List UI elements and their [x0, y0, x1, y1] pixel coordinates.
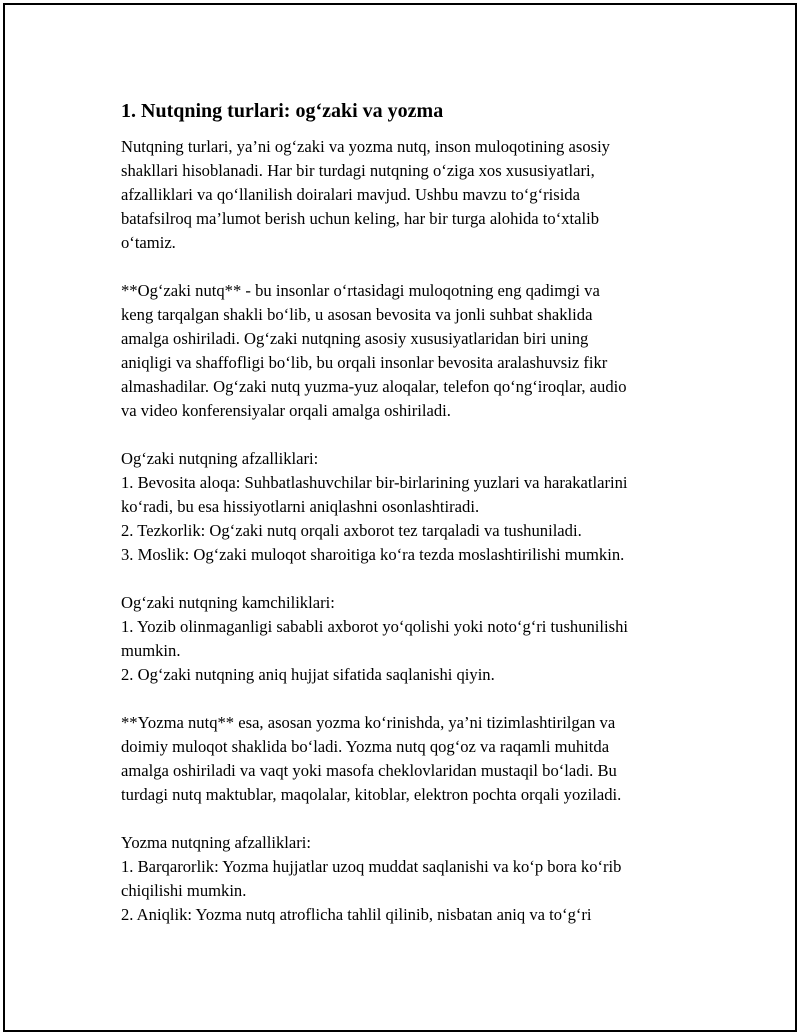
list-heading: Yozma nutqning afzalliklari:: [121, 833, 312, 852]
text-line: shakllari hisoblanadi. Har bir turdagi nutqning o‘ziga xos xususiyatlari,: [121, 161, 595, 180]
text-line: Nutqning turlari, ya’ni og‘zaki va yozma nutq, inson muloqotining asosiy: [121, 137, 610, 156]
oral-disadvantages-list: [121, 591, 691, 687]
text-line: amalga oshiriladi va vaqt yoki masofa cheklovlaridan mustaqil bo‘ladi. Bu: [121, 761, 617, 780]
text-line: amalga oshiriladi. Og‘zaki nutqning asosiy xususiyatlaridan biri uning: [121, 329, 589, 348]
text-line: va video konferensiyalar orqali amalga oshiriladi.: [121, 401, 451, 420]
list-item: mumkin.: [121, 641, 181, 660]
list-item: 3. Moslik: Og‘zaki muloqot sharoitiga ko‘ra tezda moslashtirilishi mumkin.: [121, 545, 625, 564]
text-line: afzalliklari va qo‘llanilish doiralari mavjud. Ushbu mavzu to‘g‘risida: [121, 185, 580, 204]
list-item: 1. Yozib olinmaganligi sababli axborot yo‘qolishi yoki noto‘g‘ri tushunilishi: [121, 617, 629, 636]
oral-speech-paragraph: [121, 279, 691, 423]
oral-advantages-list: [121, 447, 691, 567]
list-item: 2. Tezkorlik: Og‘zaki nutq orqali axborot tez tarqaladi va tushuniladi.: [121, 521, 582, 540]
text-line: turdagi nutq maktublar, maqolalar, kitoblar, elektron pochta orqali yoziladi.: [121, 785, 622, 804]
written-advantages-list: [121, 831, 691, 927]
list-item: 1. Barqarorlik: Yozma hujjatlar uzoq muddat saqlanishi va ko‘p bora ko‘rib: [121, 857, 622, 876]
list-item: 2. Og‘zaki nutqning aniq hujjat sifatida saqlanishi qiyin.: [121, 665, 495, 684]
list-heading: Og‘zaki nutqning afzalliklari:: [121, 449, 319, 468]
text-line: doimiy muloqot shaklida bo‘ladi. Yozma nutq qog‘oz va raqamli muhitda: [121, 737, 610, 756]
section-title: 1. Nutqning turlari: og‘zaki va yozma: [121, 100, 444, 122]
text-line: almashadilar. Og‘zaki nutq yuzma-yuz aloqalar, telefon qo‘ng‘iroqlar, audio: [121, 377, 627, 396]
list-item: 1. Bevosita aloqa: Suhbatlashuvchilar bir-birlarining yuzlari va harakatlarini: [121, 473, 628, 492]
text-line: **Og‘zaki nutq** - bu insonlar o‘rtasidagi muloqotning eng qadimgi va: [121, 281, 600, 300]
list-heading: Og‘zaki nutqning kamchiliklari:: [121, 593, 335, 612]
text-line: batafsilroq ma’lumot berish uchun keling, har bir turga alohida to‘xtalib: [121, 209, 600, 228]
text-line: **Yozma nutq** esa, asosan yozma ko‘rinishda, ya’ni tizimlashtirilgan va: [121, 713, 616, 732]
list-item: chiqilishi mumkin.: [121, 881, 247, 900]
text-line: keng tarqalgan shakli bo‘lib, u asosan bevosita va jonli suhbat shaklida: [121, 305, 593, 324]
text-line: o‘tamiz.: [121, 233, 176, 252]
list-item: ko‘radi, bu esa hissiyotlarni aniqlashni osonlashtiradi.: [121, 497, 480, 516]
written-speech-paragraph: [121, 711, 691, 807]
list-item: 2. Aniqlik: Yozma nutq atroflicha tahlil qilinib, nisbatan aniq va to‘g‘ri: [121, 905, 592, 924]
intro-paragraph: [121, 135, 691, 255]
page-frame: [3, 3, 797, 1032]
document-body: [121, 97, 691, 951]
text-line: aniqligi va shaffofligi bo‘lib, bu orqali insonlar bevosita aralashuvsiz fikr: [121, 353, 608, 372]
